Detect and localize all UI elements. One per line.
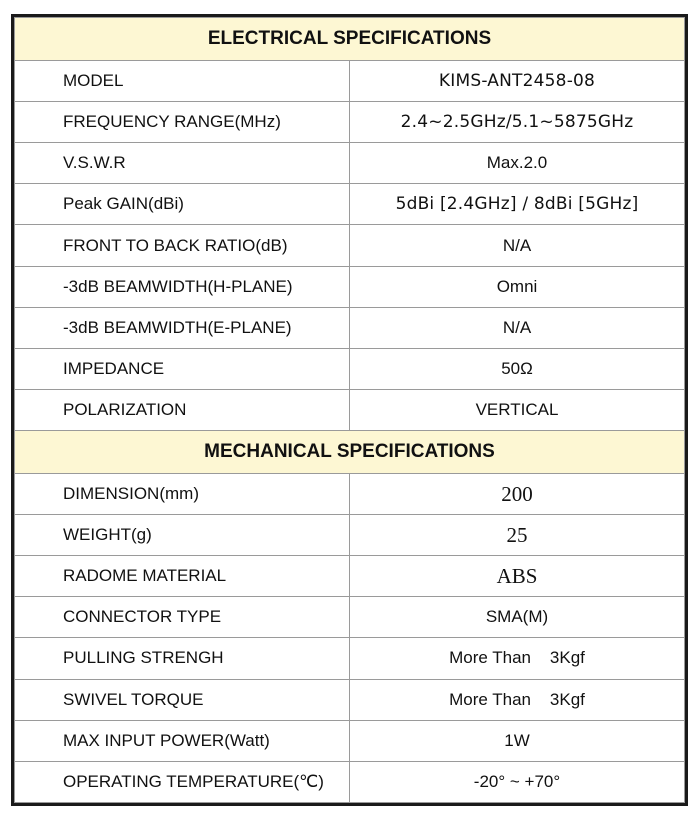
row-label: PULLING STRENGH [15, 638, 350, 679]
electrical-header-row [15, 18, 685, 61]
row-value: N/A [350, 307, 685, 348]
table-row [15, 266, 685, 307]
row-label: FREQUENCY RANGE(MHz) [15, 102, 350, 143]
row-value: More Than 3Kgf [350, 638, 685, 679]
row-label: DIMENSION(mm) [15, 474, 350, 515]
row-label: RADOME MATERIAL [15, 556, 350, 597]
mechanical-header-row [15, 430, 685, 473]
table-row [15, 515, 685, 556]
row-value: KIMS-ANT2458-08 [350, 61, 685, 102]
row-value: 2.4~2.5GHz/5.1~5875GHz [350, 102, 685, 143]
row-label: Peak GAIN(dBi) [15, 184, 350, 225]
row-label: -3dB BEAMWIDTH(H-PLANE) [15, 266, 350, 307]
table-row [15, 597, 685, 638]
table-row [15, 143, 685, 184]
row-label: SWIVEL TORQUE [15, 679, 350, 720]
row-label: FRONT TO BACK RATIO(dB) [15, 225, 350, 266]
row-label: MODEL [15, 61, 350, 102]
table-row [15, 348, 685, 389]
row-value: VERTICAL [350, 389, 685, 430]
row-value: ABS [350, 556, 685, 597]
row-value: 200 [350, 474, 685, 515]
row-label: IMPEDANCE [15, 348, 350, 389]
table-row [15, 184, 685, 225]
row-value: Max.2.0 [350, 143, 685, 184]
row-value: -20° ~ +70° [350, 761, 685, 802]
row-label: V.S.W.R [15, 143, 350, 184]
mechanical-title: MECHANICAL SPECIFICATIONS [15, 430, 685, 473]
row-value: 25 [350, 515, 685, 556]
row-label: POLARIZATION [15, 389, 350, 430]
spec-sheet [11, 14, 688, 806]
row-value: 1W [350, 720, 685, 761]
row-label: OPERATING TEMPERATURE(℃) [15, 761, 350, 802]
row-value: More Than 3Kgf [350, 679, 685, 720]
table-row [15, 720, 685, 761]
row-label: CONNECTOR TYPE [15, 597, 350, 638]
table-row [15, 225, 685, 266]
table-row [15, 474, 685, 515]
row-value: 5dBi [2.4GHz] / 8dBi [5GHz] [350, 184, 685, 225]
table-row [15, 307, 685, 348]
row-label: WEIGHT(g) [15, 515, 350, 556]
row-value: Omni [350, 266, 685, 307]
row-value: 50Ω [350, 348, 685, 389]
table-row [15, 102, 685, 143]
electrical-title: ELECTRICAL SPECIFICATIONS [15, 18, 685, 61]
spec-table [14, 17, 685, 803]
table-row [15, 638, 685, 679]
table-row [15, 61, 685, 102]
row-label: MAX INPUT POWER(Watt) [15, 720, 350, 761]
table-row [15, 389, 685, 430]
table-row [15, 556, 685, 597]
row-label: -3dB BEAMWIDTH(E-PLANE) [15, 307, 350, 348]
table-row [15, 679, 685, 720]
table-row [15, 761, 685, 802]
row-value: N/A [350, 225, 685, 266]
row-value: SMA(M) [350, 597, 685, 638]
